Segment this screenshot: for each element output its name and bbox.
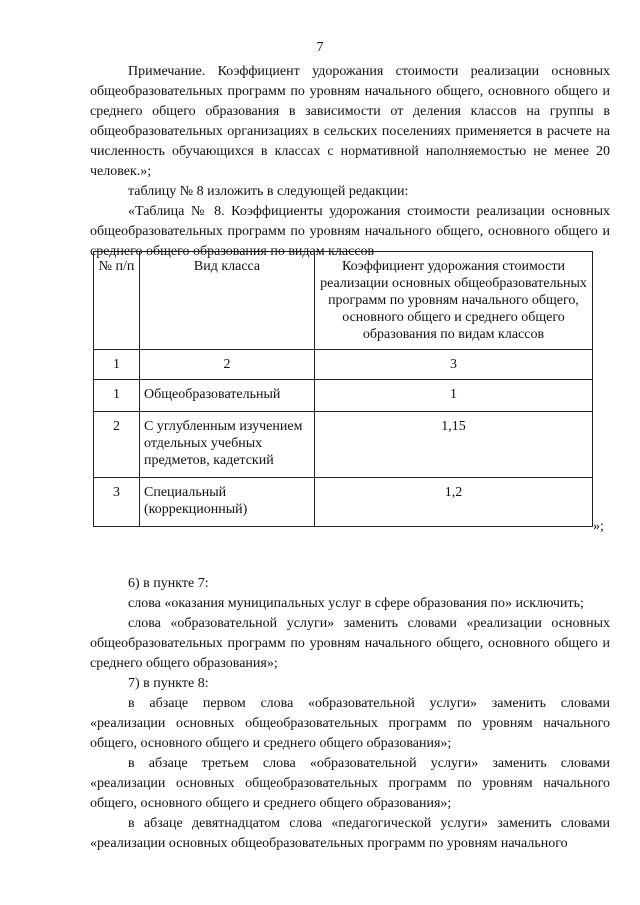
column-number: 1 — [94, 350, 140, 380]
coefficient-value: 1,2 — [315, 478, 593, 527]
table-closing-mark: »; — [593, 519, 604, 534]
table-row — [94, 412, 593, 478]
class-kind: С углубленным изучением отдельных учебных предметов, кадетский — [140, 412, 315, 478]
amendment-paragraph: в абзаце девятнадцатом слова «педагогической услуги» заменить словами «реализации основных общеобразовательных программ по уровням начального — [90, 816, 610, 851]
column-number: 3 — [315, 350, 593, 380]
note-paragraph: Примечание. Коэффициент удорожания стоимости реализации основных общеобразовательных программ по уровням начального общего, основного общего и среднего общего образования в зависимости от деления классов на группы в общеобразовательных организациях в сельских поселениях применяется в расчете на численность обучающихся в классах с нормативной наполняемостью не менее 20 человек.»; — [90, 64, 610, 179]
top-text-block — [90, 62, 610, 262]
coefficient-value: 1 — [315, 380, 593, 412]
amendment-paragraph: слова «оказания муниципальных услуг в сфере образования по» исключить; — [128, 596, 584, 611]
table-row — [94, 380, 593, 412]
amendment-paragraph: 6) в пункте 7: — [128, 576, 209, 591]
column-number-row — [94, 350, 593, 380]
coefficient-value: 1,15 — [315, 412, 593, 478]
amendment-paragraph: в абзаце первом слова «образовательной услуги» заменить словами «реализации основных общеобразовательных программ по уровням начального общего, основного общего и среднего общего образования»; — [90, 696, 610, 751]
page-number: 7 — [316, 40, 324, 55]
class-kind: Общеобразовательный — [140, 380, 315, 412]
amendment-paragraph: 7) в пункте 8: — [128, 676, 209, 691]
column-number: 2 — [140, 350, 315, 380]
table-title-paragraph: «Таблица № 8. Коэффициенты удорожания стоимости реализации основных общеобразовательных программ по уровням начального общего, основного общего и среднего общего образования по видам классов — [90, 204, 610, 259]
header-number: № п/п — [94, 252, 140, 350]
table-row — [94, 478, 593, 527]
row-number: 3 — [94, 478, 140, 527]
row-number: 2 — [94, 412, 140, 478]
class-kind: Специальный (коррекционный) — [140, 478, 315, 527]
amendment-paragraph: слова «образовательной услуги» заменить словами «реализации основных общеобразовательных программ по уровням начального общего, основного общего и среднего общего образования»; — [90, 616, 610, 671]
table-instruction-paragraph: таблицу № 8 изложить в следующей редакции: — [128, 184, 409, 199]
header-class-kind: Вид класса — [140, 252, 315, 350]
header-coefficient: Коэффициент удорожания стоимости реализации основных общеобразовательных программ по уровням начального общего, основного общего и среднего общего образования по видам классов — [315, 252, 593, 350]
amendment-paragraph: в абзаце третьем слова «образовательной услуги» заменить словами «реализации основных общеобразовательных программ по уровням начального общего, основного общего и среднего общего образования»; — [90, 756, 610, 811]
bottom-text-block — [90, 574, 610, 854]
coefficients-table — [93, 251, 593, 527]
row-number: 1 — [94, 380, 140, 412]
table-header-row — [94, 252, 593, 350]
